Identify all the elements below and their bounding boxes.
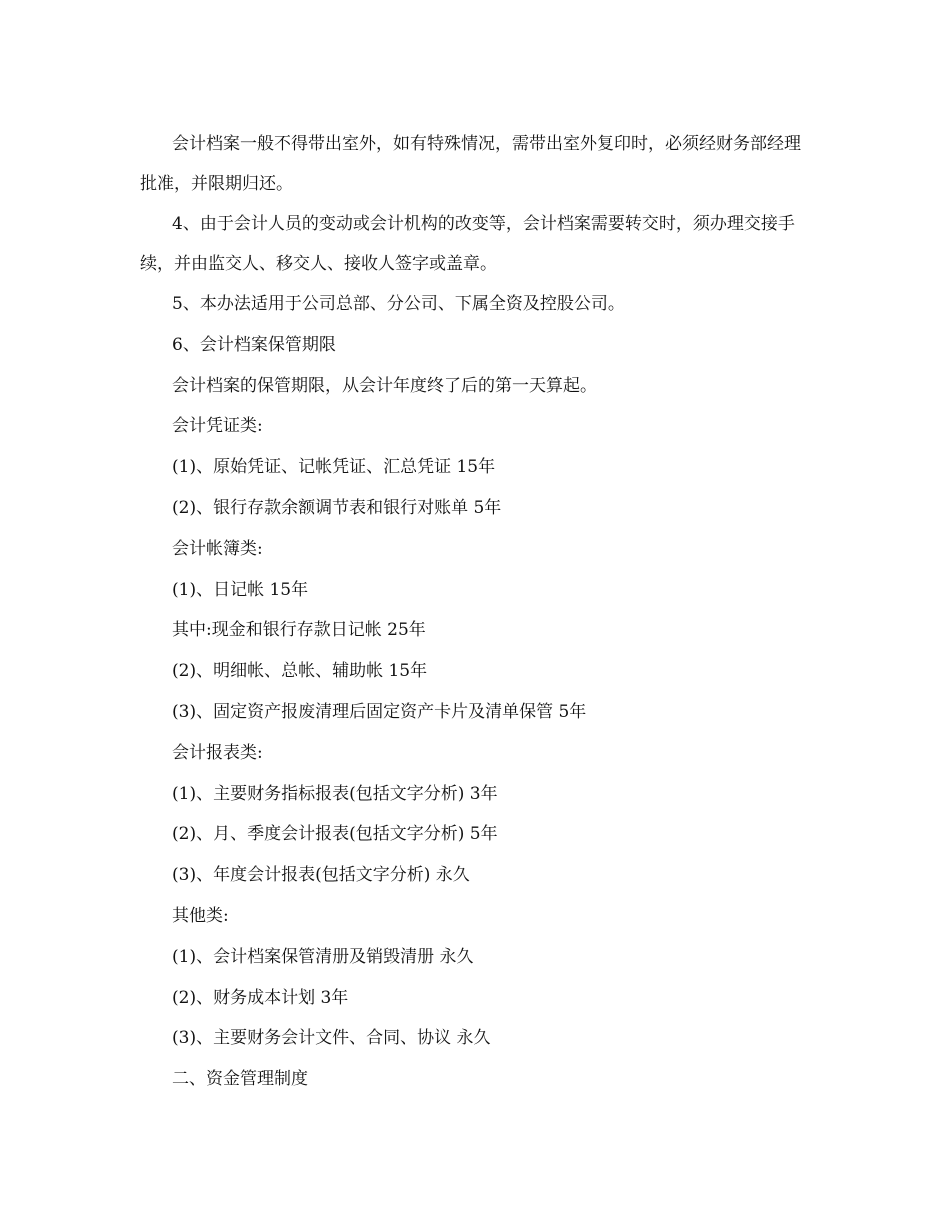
paragraph-voucher-2: (2)、银行存款余额调节表和银行对账单 5年 xyxy=(172,497,502,518)
paragraph-ledger-1: (1)、日记帐 15年 xyxy=(172,579,309,600)
document-body xyxy=(140,124,810,1100)
paragraph-voucher-1: (1)、原始凭证、记帐凭证、汇总凭证 15年 xyxy=(172,457,496,478)
paragraph-other-heading: 其他类: xyxy=(172,905,229,926)
paragraph-item-5: 5、本办法适用于公司总部、分公司、下属全资及控股公司。 xyxy=(172,294,625,314)
paragraph-retention-start: 会计档案的保管期限，从会计年度终了后的第一天算起。 xyxy=(172,375,597,396)
paragraph-report-1: (1)、主要财务指标报表(包括文字分析) 3年 xyxy=(172,783,498,804)
paragraph-section-2-heading: 二、资金管理制度 xyxy=(172,1069,308,1090)
paragraph-ledger-3: (3)、固定资产报废清理后固定资产卡片及清单保管 5年 xyxy=(172,701,587,722)
paragraph-other-2: (2)、财务成本计划 3年 xyxy=(172,987,349,1008)
paragraph-ledger-2: (2)、明细帐、总帐、辅助帐 15年 xyxy=(172,661,428,682)
paragraph-other-1: (1)、会计档案保管清册及销毁清册 永久 xyxy=(172,946,474,967)
paragraph-item-6: 6、会计档案保管期限 xyxy=(172,334,336,355)
paragraph-ledger-heading: 会计帐簿类: xyxy=(172,538,263,559)
paragraph-report-2: (2)、月、季度会计报表(包括文字分析) 5年 xyxy=(172,824,498,845)
paragraph-archive-removal: 会计档案一般不得带出室外，如有特殊情况，需带出室外复印时，必须经财务部经理批准，并限期归还。 xyxy=(140,134,801,194)
paragraph-report-heading: 会计报表类: xyxy=(172,742,263,763)
paragraph-other-3: (3)、主要财务会计文件、合同、协议 永久 xyxy=(172,1028,491,1049)
paragraph-voucher-heading: 会计凭证类: xyxy=(172,416,263,437)
paragraph-report-3: (3)、年度会计报表(包括文字分析) 永久 xyxy=(172,865,470,886)
paragraph-item-4: 4、由于会计人员的变动或会计机构的改变等，会计档案需要转交时，须办理交接手续，并由监交人、移交人、接收人签字或盖章。 xyxy=(140,214,795,274)
paragraph-ledger-1-note: 其中:现金和银行存款日记帐 25年 xyxy=(172,620,426,641)
